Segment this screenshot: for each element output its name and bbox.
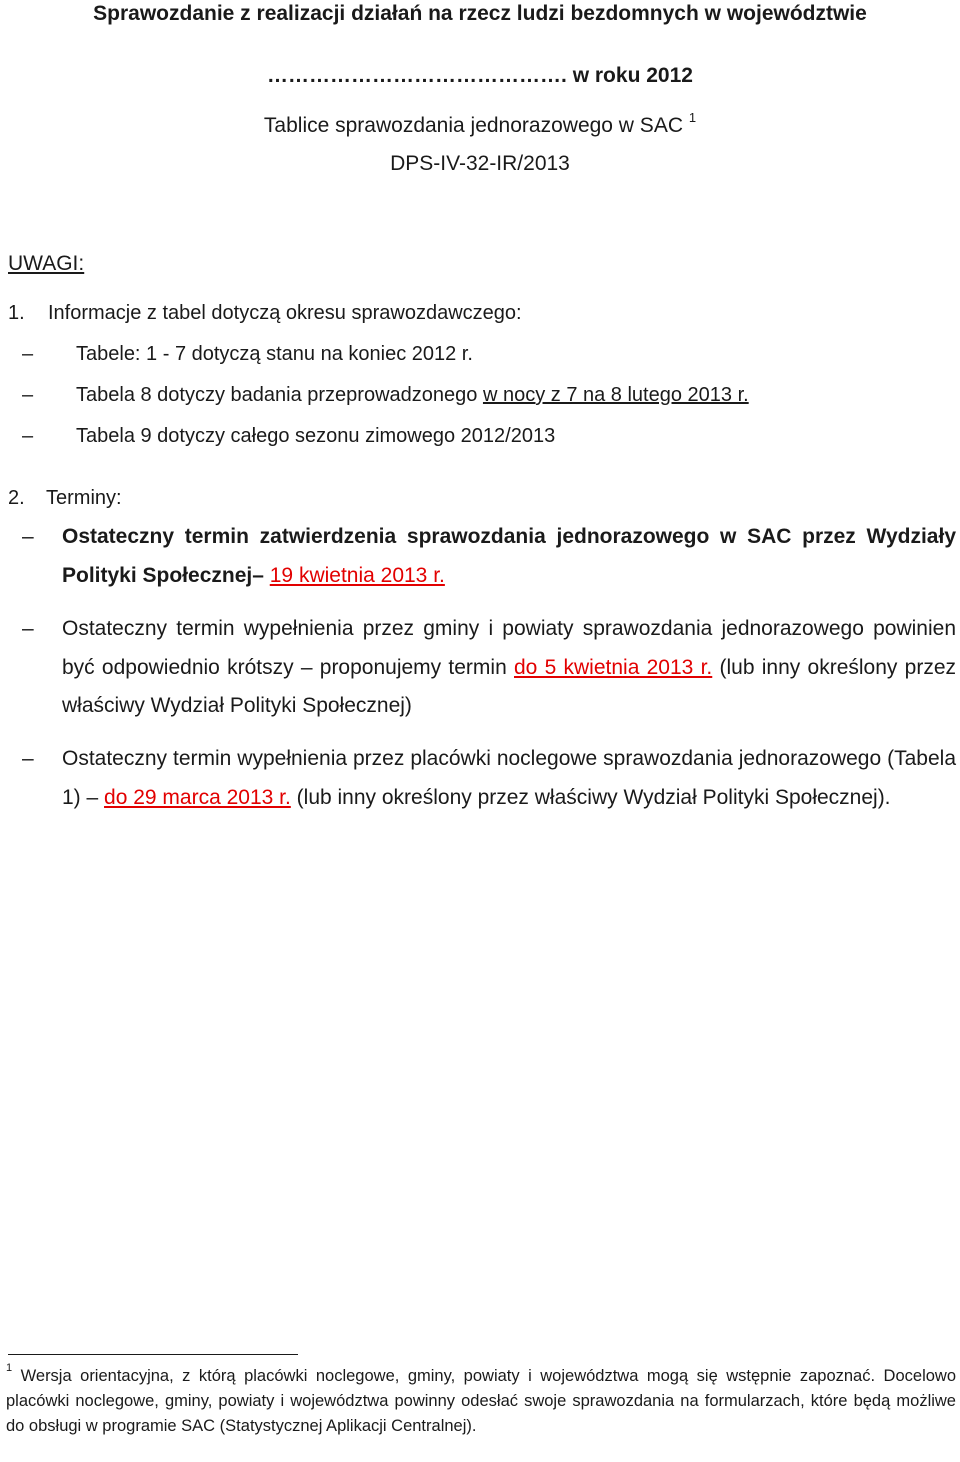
deadline-text-post: (lub inny określony przez właściwy Wydział Polityki Społecznej). <box>290 785 891 809</box>
report-subtitle-text: Tablice sprawozdania jednorazowego w SAC <box>263 114 683 137</box>
section-2-heading <box>8 487 122 510</box>
deadline-text: Ostateczny termin wypełnienia przez gminy i powiaty sprawozdania jednorazowego powinien być odpowiednio krótszy – proponujemy termin <box>62 617 956 679</box>
dash-bullet: – <box>22 617 34 640</box>
dash-bullet: – <box>22 343 34 365</box>
list-item <box>22 425 555 448</box>
footnote <box>6 1361 956 1439</box>
section-1-heading-text: Informacje z tabel dotyczą okresu sprawozdawczego: <box>48 302 522 324</box>
deadline-date: do 29 marca 2013 r. <box>104 785 291 809</box>
deadline-paragraph-3 <box>22 740 956 817</box>
section-2-number: 2. <box>8 487 25 509</box>
deadline-date: 19 kwietnia 2013 r. <box>269 563 445 587</box>
dash-bullet: – <box>22 425 34 447</box>
footnote-text: Wersja orientacyjna, z którą placówki noclegowe, gminy, powiaty i województwa mogą się wstępnie zapoznać. Docelowo placówki noclegowe, gminy, powiaty i województwa powinny odesłać swoje sprawozdania na formularzach, które będą możliwe do obsługi w programie SAC (Statystycznej Aplikacji Centralnej). <box>6 1367 956 1435</box>
document-code: DPS-IV-32-IR/2013 <box>390 152 570 175</box>
notes-label: UWAGI: <box>8 252 85 275</box>
dash-bullet: – <box>22 384 34 406</box>
list-item-text: Tabela 9 dotyczy całego sezonu zimowego 2012/2013 <box>76 425 556 447</box>
footnote-number: 1 <box>6 1361 13 1374</box>
deadline-text-post: (lub inny określony przez właściwy Wydział Polityki Społecznej) <box>62 655 956 717</box>
list-item-text: Tabele: 1 - 7 dotyczą stanu na koniec 2012 r. <box>76 343 473 365</box>
list-item <box>22 343 473 366</box>
footnote-separator <box>8 1354 298 1355</box>
deadline-text: Ostateczny termin zatwierdzenia sprawozdania jednorazowego w SAC przez Wydziały Polityki Społecznej– <box>62 525 956 587</box>
dash-bullet: – <box>22 525 34 548</box>
report-year-line: ……………………………………. w roku 2012 <box>267 64 693 87</box>
report-title: Sprawozdanie z realizacji działań na rzecz ludzi bezdomnych w województwie <box>93 2 867 25</box>
report-subtitle <box>0 110 960 138</box>
list-item <box>22 384 749 407</box>
list-item-underlined: w nocy z 7 na 8 lutego 2013 r. <box>482 384 749 406</box>
list-item-text: Tabela 8 dotyczy badania przeprowadzonego <box>76 384 483 406</box>
footnote-ref: 1 <box>688 110 697 125</box>
deadline-date: do 5 kwietnia 2013 r. <box>514 655 713 679</box>
section-1-heading <box>8 302 522 325</box>
deadline-paragraph-1 <box>22 518 956 595</box>
section-2-heading-text: Terminy: <box>46 487 122 509</box>
section-1-number: 1. <box>8 302 25 324</box>
deadline-text: Ostateczny termin wypełnienia przez placówki noclegowe sprawozdania jednorazowego (Tabela 1) – <box>62 747 956 809</box>
deadline-paragraph-2 <box>22 610 956 726</box>
dash-bullet: – <box>22 747 34 770</box>
